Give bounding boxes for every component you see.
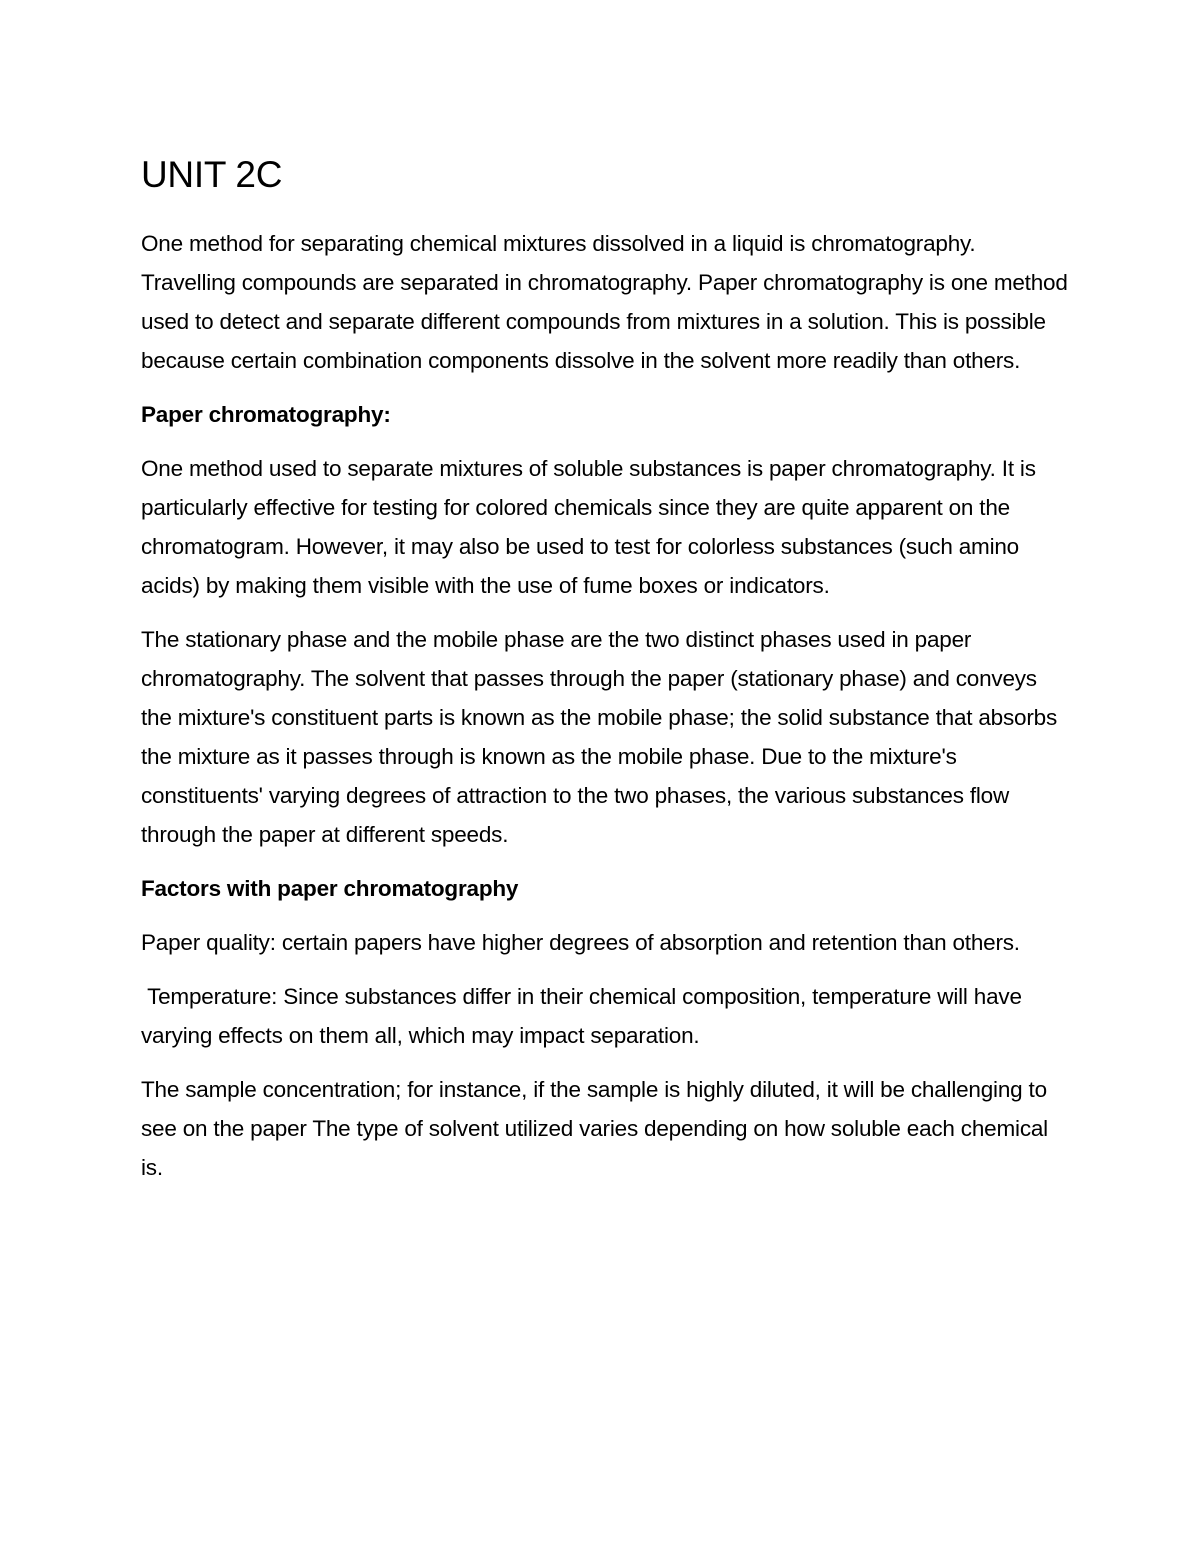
factor-sample-concentration: The sample concentration; for instance, if the sample is highly diluted, it will be challenging to see on the paper The type of solvent utilized varies depending on how soluble each chemical is. [141, 1077, 1048, 1180]
document-title: UNIT 2C [141, 154, 283, 195]
factor-temperature: Temperature: Since substances differ in their chemical composition, temperature will have varying effects on them all, which may impact separation. [141, 984, 1028, 1048]
factor-paper-quality: Paper quality: certain papers have higher degrees of absorption and retention than others. [141, 930, 1020, 955]
intro-paragraph: One method for separating chemical mixtures dissolved in a liquid is chromatography. Travelling compounds are separated in chromatography. Paper chromatography is one method used to detect and separate different compounds from mixtures in a solution. This is possible because certain combination components dissolve in the solvent more readily than others. [141, 231, 1068, 373]
paper-chromatography-paragraph-1: One method used to separate mixtures of soluble substances is paper chromatography. It is particularly effective for testing for colored chemicals since they are quite apparent on the chromatogram. However, it may also be used to test for colorless substances (such amino acids) by making them visible with the use of fume boxes or indicators. [141, 456, 1036, 598]
section-heading-factors: Factors with paper chromatography [141, 876, 519, 901]
paper-chromatography-paragraph-2: The stationary phase and the mobile phase are the two distinct phases used in paper chromatography. The solvent that passes through the paper (stationary phase) and conveys the mixture's constituent parts is known as the mobile phase; the solid substance that absorbs the mixture as it passes through is known as the mobile phase. Due to the mixture's constituents' varying degrees of attraction to the two phases, the various substances flow through the paper at different speeds. [141, 627, 1058, 847]
section-heading-paper-chromatography: Paper chromatography: [141, 402, 391, 427]
document-body [141, 148, 1071, 1202]
